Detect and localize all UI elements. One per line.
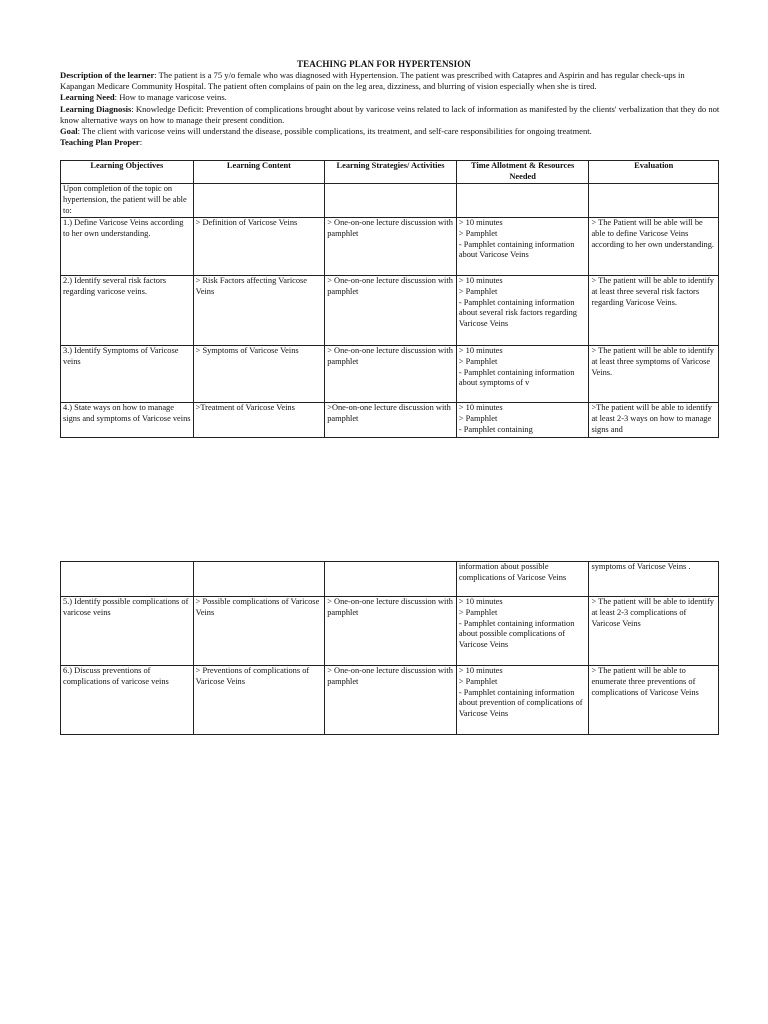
cell-text: information about possible complications of Varicose Veins (458, 562, 567, 582)
cell-text: >The patient will be able to identify at least 2-3 ways on how to manage signs and (591, 403, 712, 434)
teaching-plan-table-page-1 (60, 160, 719, 438)
learning-diagnosis-text: : Knowledge Deficit: Prevention of complications brought about by varicose veins related to lack of information as manifested by the clients' verbalization that they do not know alternative ways on how to manage their present condition. (60, 103, 720, 125)
table-cell (61, 403, 194, 438)
cell-text: > Symptoms of Varicose Veins (195, 346, 299, 355)
cell-text: 5.) Identify possible complications of varicose veins (63, 597, 189, 617)
learning-need-text: : How to manage varicose veins. (114, 92, 227, 103)
goal-label: Goal (60, 126, 78, 137)
header-learning-strategies: Learning Strategies/ Activities (325, 161, 457, 184)
table-cell (193, 666, 325, 735)
cell-text: 6.) Discuss preventions of complications of varicose veins (63, 666, 169, 686)
learner-description-text: : The patient is a 75 y/o female who was diagnosed with Hypertension. The patient was prescribed with Catapres and Aspirin and has regular check-ups in Kapangan Medicare Community Hospital. The patient often complains of pain on the leg area, dizziness, and blurring of vision especially when she is tired. (60, 70, 685, 92)
table-header-row (61, 161, 719, 184)
cell-text: > One-on-one lecture discussion with pamphlet (327, 666, 453, 686)
document-title: TEACHING PLAN FOR HYPERTENSION (297, 59, 471, 69)
table-cell (589, 184, 719, 218)
table-row (61, 346, 719, 403)
cell-text: >Treatment of Varicose Veins (195, 403, 295, 412)
table-cell (589, 666, 719, 735)
cell-text: >One-on-one lecture discussion with pamphlet (327, 403, 451, 423)
table-cell (589, 276, 719, 346)
cell-text: > One-on-one lecture discussion with pamphlet (327, 218, 453, 238)
cell-text: > 10 minutes > Pamphlet - Pamphlet containing information about Varicose Veins (458, 218, 575, 260)
cell-text: > 10 minutes > Pamphlet - Pamphlet containing information about possible complications of Varicose Veins (458, 597, 575, 650)
learning-need (60, 92, 720, 103)
table-cell (589, 403, 719, 438)
table-cell (193, 597, 325, 666)
table-row (61, 666, 719, 735)
table-cell (61, 218, 194, 276)
cell-text: > Definition of Varicose Veins (195, 218, 298, 227)
table-cell (325, 403, 457, 438)
table-cell (589, 346, 719, 403)
table-cell (325, 346, 457, 403)
table-cell (193, 276, 325, 346)
header-evaluation: Evaluation (589, 161, 719, 184)
cell-text: > The patient will be able to identify at least three several risk factors regarding Varicose Veins. (591, 276, 714, 307)
table-cell (325, 562, 457, 597)
cell-text: > The patient will be able to identify at least 2-3 complications of Varicose Veins (591, 597, 714, 628)
table-cell (589, 218, 719, 276)
table-cell (456, 562, 589, 597)
table-cell: Upon completion of the topic on hypertension, the patient will be able to: (61, 184, 194, 218)
cell-text: > Risk Factors affecting Varicose Veins (195, 276, 308, 296)
table-row (61, 218, 719, 276)
table-row (61, 562, 719, 597)
cell-text: > One-on-one lecture discussion with pamphlet (327, 276, 453, 296)
header-time-resources: Time Allotment & Resources Needed (456, 161, 589, 184)
goal-text: : The client with varicose veins will understand the disease, possible complications, its treatment, and self-care responsibilities for ongoing treatment. (77, 126, 592, 137)
table-cell (456, 403, 589, 438)
table-cell (193, 562, 325, 597)
cell-text: > 10 minutes > Pamphlet - Pamphlet containing information about several risk factors regarding Varicose Veins (458, 276, 577, 329)
learning-diagnosis-label: Learning Diagnosis (60, 103, 132, 114)
table-cell (325, 276, 457, 346)
table-row (61, 597, 719, 666)
table-cell (456, 666, 589, 735)
teaching-plan-proper-label: Teaching Plan Proper (60, 137, 140, 148)
cell-text: > 10 minutes > Pamphlet - Pamphlet containing (458, 403, 533, 434)
table-cell (325, 597, 457, 666)
cell-text: > The patient will be able to enumerate three preventions of complications of Varicose Veins (591, 666, 699, 697)
goal (60, 126, 720, 137)
teaching-plan-proper (60, 137, 720, 148)
learning-need-label: Learning Need (60, 92, 115, 103)
table-row (61, 276, 719, 346)
table-cell (456, 184, 589, 218)
cell-text: > 10 minutes > Pamphlet - Pamphlet containing information about symptoms of v (458, 346, 575, 388)
cell-text: > 10 minutes > Pamphlet - Pamphlet containing information about prevention of complications of Varicose Veins (458, 666, 583, 719)
cell-text: 3.) Identify Symptoms of Varicose veins (63, 346, 179, 366)
table-cell (61, 597, 194, 666)
teaching-plan-proper-colon: : (139, 137, 143, 148)
header-learning-content: Learning Content (193, 161, 325, 184)
table-cell (456, 276, 589, 346)
cell-text: 4.) State ways on how to manage signs and symptoms of Varicose veins (63, 403, 191, 423)
table-cell (193, 403, 325, 438)
table-cell (456, 597, 589, 666)
table-row (61, 184, 719, 218)
cell-text: > Preventions of complications of Varicose Veins (195, 666, 310, 686)
table-cell (61, 346, 194, 403)
learning-diagnosis (60, 104, 720, 126)
header-learning-objectives: Learning Objectives (61, 161, 194, 184)
table-cell (589, 562, 719, 597)
table-row (61, 403, 719, 438)
table-cell (456, 218, 589, 276)
table-cell (193, 184, 325, 218)
table-cell (193, 346, 325, 403)
table-cell (61, 666, 194, 735)
table-cell (193, 218, 325, 276)
table-cell (456, 346, 589, 403)
cell-text: > The patient will be able to identify at least three symptoms of Varicose Veins. (591, 346, 714, 377)
cell-text: symptoms of Varicose Veins . (591, 562, 691, 571)
cell-text: > One-on-one lecture discussion with pamphlet (327, 346, 453, 366)
cell-text: 1.) Define Varicose Veins according to her own understanding. (63, 218, 184, 238)
table-cell (61, 562, 194, 597)
table-cell (325, 184, 457, 218)
table-cell (325, 218, 457, 276)
teaching-plan-table-page-2 (60, 561, 719, 735)
cell-text: > One-on-one lecture discussion with pamphlet (327, 597, 453, 617)
table-cell (589, 597, 719, 666)
cell-text: > The Patient will be able will be able to define Varicose Veins according to her own understanding. (591, 218, 715, 249)
learner-description-label: Description of the learner (60, 70, 155, 80)
cell-text: 2.) Identify several risk factors regarding varicose veins. (63, 276, 167, 296)
table-cell (61, 276, 194, 346)
intro-section (60, 70, 720, 148)
learner-description (60, 70, 720, 92)
cell-text: > Possible complications of Varicose Veins (195, 597, 320, 617)
table-cell (325, 666, 457, 735)
